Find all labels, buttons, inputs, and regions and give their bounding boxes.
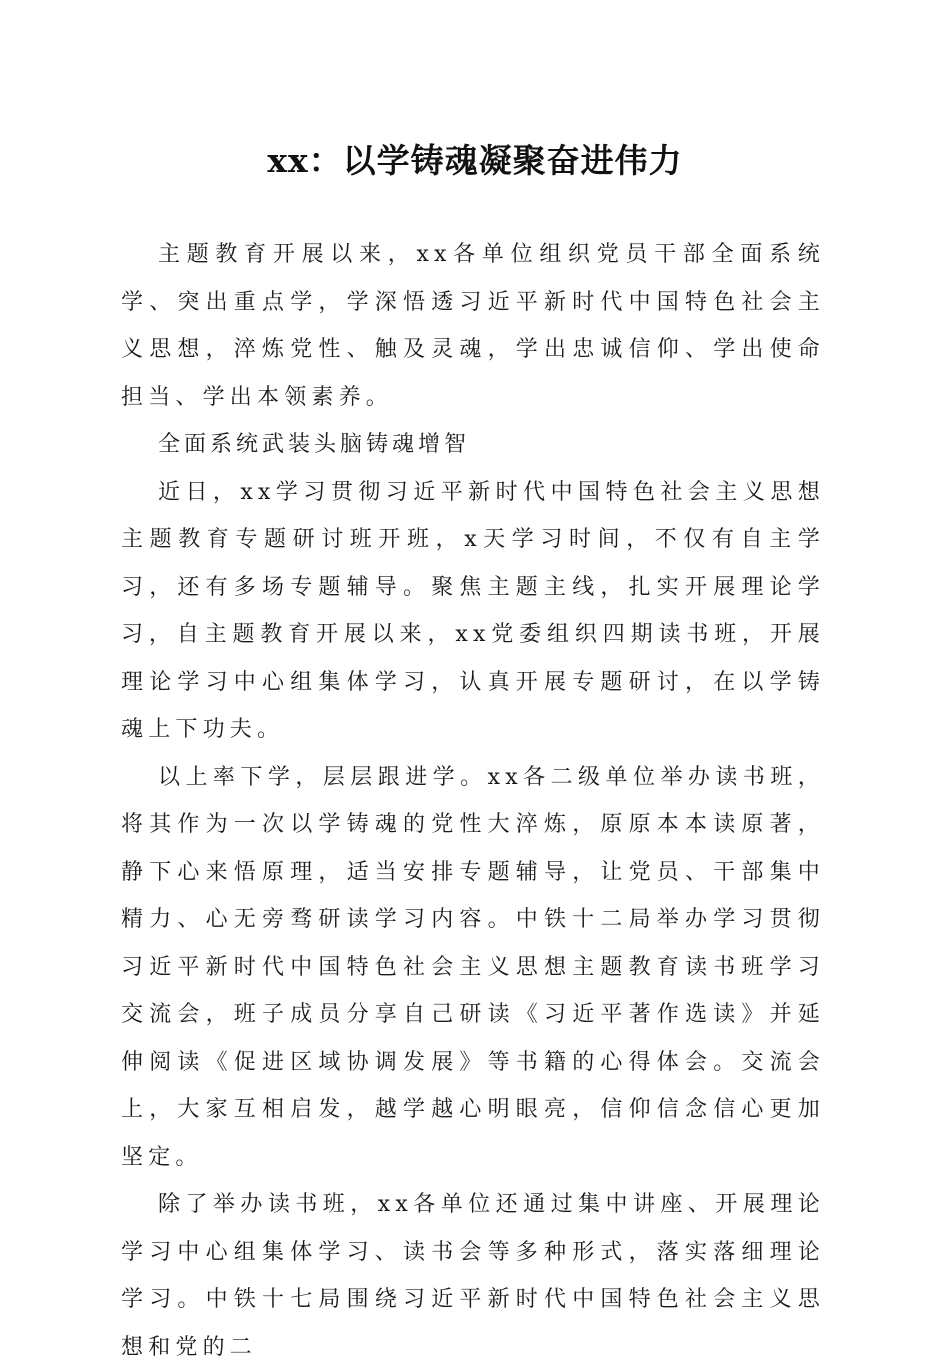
- paragraph-intro: 主题教育开展以来，xx各单位组织党员干部全面系统学、突出重点学，学深悟透习近平新时代中国特色社会主义思想，淬炼党性、触及灵魂，学出忠诚信仰、学出使命担当、学出本领素养。: [121, 242, 825, 410]
- document-body: [121, 231, 825, 1371]
- paragraph-other-forms: 除了举办读书班，xx各单位还通过集中讲座、开展理论学习中心组集体学习、读书会等多种形式，落实落细理论学习。中铁十七局围绕习近平新时代中国特色社会主义思想和党的二: [121, 1192, 825, 1360]
- paragraph-seminar: 近日，xx学习贯彻习近平新时代中国特色社会主义思想主题教育专题研讨班开班，x天学习时间，不仅有自主学习，还有多场专题辅导。聚焦主题主线，扎实开展理论学习，自主题教育开展以来，xx党委组织四期读书班，开展理论学习中心组集体学习，认真开展专题研讨，在以学铸魂上下功夫。: [121, 479, 825, 742]
- paragraph-reading-class: 以上率下学，层层跟进学。xx各二级单位举办读书班，将其作为一次以学铸魂的党性大淬炼，原原本本读原著，静下心来悟原理，适当安排专题辅导，让党员、干部集中精力、心无旁骛研读学习内容。中铁十二局举办学习贯彻习近平新时代中国特色社会主义思想主题教育读书班学习交流会，班子成员分享自己研读《习近平著作选读》并延伸阅读《促进区域协调发展》等书籍的心得体会。交流会上，大家互相启发，越学越心明眼亮，信仰信念信心更加坚定。: [121, 764, 825, 1170]
- section-heading: 全面系统武装头脑铸魂增智: [158, 432, 471, 457]
- document-title: xx：以学铸魂凝聚奋进伟力: [267, 141, 683, 180]
